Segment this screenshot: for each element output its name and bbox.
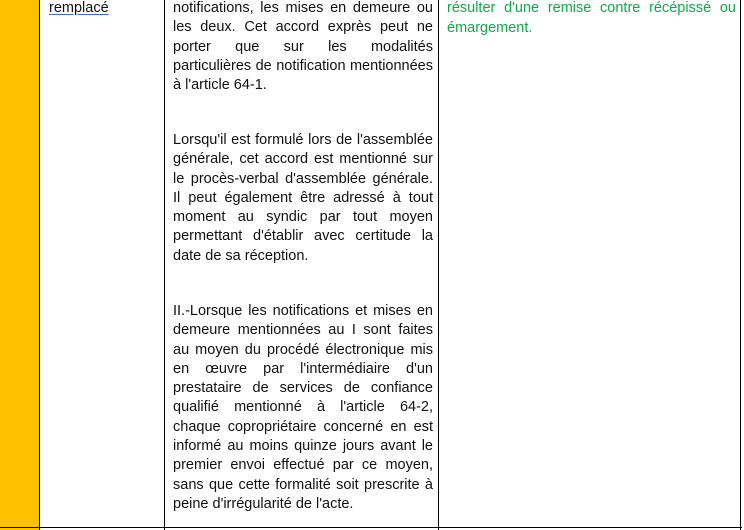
table-bottom-border	[0, 527, 742, 528]
paragraph-2: Lorsqu'il est formulé lors de l'assemblée générale, cet accord est mentionné sur le procès-verbal d'assemblée générale. Il peut également être adressé à tout moment au syndic par tout moyen permettant d'établir avec certitude la date de sa réception.	[173, 132, 433, 264]
text-cell	[165, 0, 439, 530]
label-link-text[interactable]: remplacé	[49, 0, 109, 16]
accent-column	[0, 0, 40, 530]
note-text: résulter d'une remise contre récépissé ou émargement.	[447, 0, 736, 36]
paragraph-3: II.-Lorsque les notifications et mises en demeure mentionnées au I sont faites au moyen du procédé électronique mis en œuvre par l'intermédiaire d'un prestataire de services de confiance qualifié mentionné à l'article 64-2, chaque copropriétaire concerné en est informé au moins quinze jours avant le premier envoi effectué par ce moyen, sans que cette formalité soit prescrite à peine d'irrégularité de l'acte.	[173, 303, 433, 512]
paragraph-1: notifications, les mises en demeure ou les deux. Cet accord exprès peut ne porter que sur les modalités particulières de notification mentionnées à l'article 64-1.	[173, 0, 433, 94]
note-cell	[439, 0, 741, 530]
label-cell	[40, 0, 165, 530]
